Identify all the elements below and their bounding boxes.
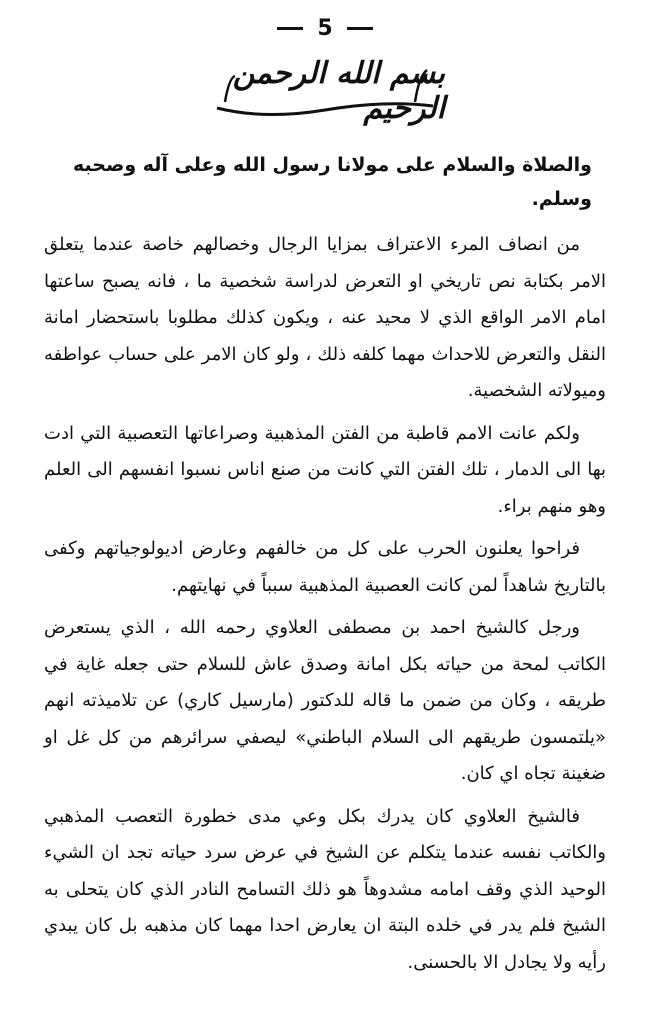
page-number: 5 xyxy=(317,16,333,41)
paragraph: فالشيخ العلاوي كان يدرك بكل وعي مدى خطورة التعصب المذهبي والكاتب نفسه عندما يتكلم عن الشيخ في عرض سرد حياته تجد ان الشيء الوحيد الذي وقف امامه مشدوهاً هو ذلك التسامح النادر الذي كان يتحلى به الشيخ فلم يدر في خلده البتة ان يعارض احدا مهما كان مذهبه بل كان يبدي رأيه ولا يجادل الا بالحسنى. xyxy=(44,805,606,973)
paragraph: ولكم عانت الامم قاطبة من الفتن المذهبية وصراعاتها التعصبية التي ادت بها الى الدمار ، تلك الفتن التي كانت من صنع اناس نسبوا انفسهم الى العلم وهو منهم براء. xyxy=(44,422,606,517)
left-dash xyxy=(277,27,303,30)
page-body xyxy=(44,148,606,987)
paragraph: فراحوا يعلنون الحرب على كل من خالفهم وعارض اديولوجياتهم وكفى بالتاريخ شاهداً لمن كانت العصبية المذهبية سبباً في نهايتهم. xyxy=(44,538,606,596)
page-header xyxy=(0,16,650,41)
paragraph: ورجل كالشيخ احمد بن مصطفى العلاوي رحمه الله ، الذي يستعرض الكاتب لمحة من حياته بكل امانة وصدق عاش للسلام حتى جعله غاية في طريقه ، وكان من ضمن ما قاله للدكتور (مارسيل كاري) عن تلاميذته انهم «يلتمسون طريقهم الى السلام الباطني» ليصفي سرائرهم من كل غل او ضغينة تجاه اي كان. xyxy=(44,617,606,784)
basmala-text: بسم الله الرحمن الرحيم xyxy=(232,56,445,126)
salutation-line: والصلاة والسلام على مولانا رسول الله وعلى آله وصحبه وسلم. xyxy=(73,154,592,210)
paragraph: من انصاف المرء الاعتراف بمزايا الرجال وخصالهم خاصة عندما يتعلق الامر بكتابة نص تاريخي او التعرض لدراسة شخصية ما ، فانه يصبح ساعتها امام الامر الواقع الذي لا محيد عنه ، ويكون كذلك مطلوبا باستحضار امانة النقل والتعرض للاحداث مهما كلفه ذلك ، ولو كان الامر على حساب عواطفه وميولاته الشخصية. xyxy=(44,234,606,401)
right-dash xyxy=(347,27,373,30)
basmala-calligraphy xyxy=(205,58,445,124)
